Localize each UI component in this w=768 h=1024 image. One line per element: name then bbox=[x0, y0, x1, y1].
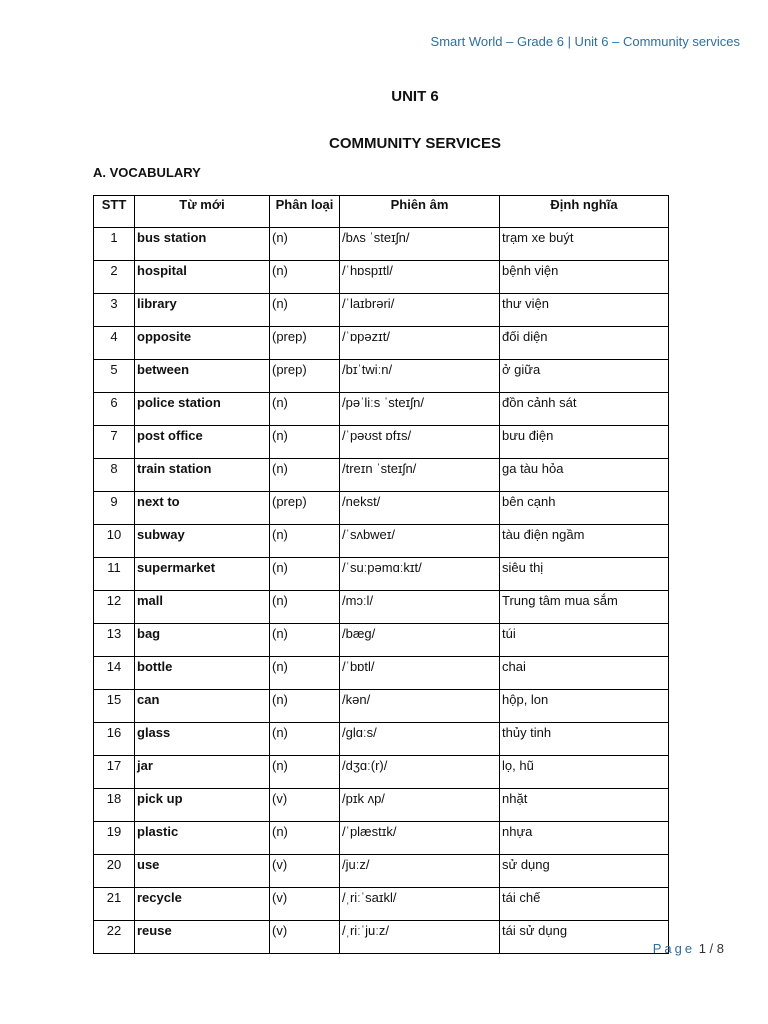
page-label: Page bbox=[652, 941, 696, 956]
table-row bbox=[94, 657, 669, 690]
cell-word: opposite bbox=[135, 327, 270, 360]
page-number: 1 / 8 bbox=[698, 941, 724, 956]
cell-ipa: /ˈɒpəzɪt/ bbox=[340, 327, 500, 360]
cell-ipa: /ˈhɒspɪtl/ bbox=[340, 261, 500, 294]
table-row bbox=[94, 525, 669, 558]
table-header-row bbox=[94, 196, 669, 228]
cell-meaning: thủy tinh bbox=[500, 723, 669, 756]
column-header-word: Từ mới bbox=[135, 196, 270, 228]
cell-type: (n) bbox=[270, 393, 340, 426]
table-row bbox=[94, 360, 669, 393]
cell-word: subway bbox=[135, 525, 270, 558]
cell-ipa: /dʒɑː(r)/ bbox=[340, 756, 500, 789]
cell-type: (v) bbox=[270, 921, 340, 954]
cell-ipa: /pɪk ʌp/ bbox=[340, 789, 500, 822]
cell-type: (n) bbox=[270, 261, 340, 294]
cell-meaning: đồn cảnh sát bbox=[500, 393, 669, 426]
cell-ipa: /ˈbɒtl/ bbox=[340, 657, 500, 690]
cell-stt: 19 bbox=[94, 822, 135, 855]
cell-meaning: nhựa bbox=[500, 822, 669, 855]
cell-meaning: siêu thị bbox=[500, 558, 669, 591]
cell-ipa: /juːz/ bbox=[340, 855, 500, 888]
cell-stt: 5 bbox=[94, 360, 135, 393]
cell-meaning: bên cạnh bbox=[500, 492, 669, 525]
page-footer bbox=[653, 941, 724, 956]
cell-meaning: hộp, lon bbox=[500, 690, 669, 723]
table-row bbox=[94, 756, 669, 789]
cell-ipa: /treɪn ˈsteɪʃn/ bbox=[340, 459, 500, 492]
cell-word: jar bbox=[135, 756, 270, 789]
cell-ipa: /pəˈliːs ˈsteɪʃn/ bbox=[340, 393, 500, 426]
table-row bbox=[94, 855, 669, 888]
cell-ipa: /mɔːl/ bbox=[340, 591, 500, 624]
cell-stt: 3 bbox=[94, 294, 135, 327]
cell-type: (n) bbox=[270, 657, 340, 690]
cell-type: (n) bbox=[270, 624, 340, 657]
cell-word: reuse bbox=[135, 921, 270, 954]
cell-type: (n) bbox=[270, 525, 340, 558]
cell-word: glass bbox=[135, 723, 270, 756]
cell-type: (n) bbox=[270, 690, 340, 723]
cell-ipa: /bɪˈtwiːn/ bbox=[340, 360, 500, 393]
table-row bbox=[94, 921, 669, 954]
cell-type: (v) bbox=[270, 855, 340, 888]
cell-ipa: /glɑːs/ bbox=[340, 723, 500, 756]
cell-meaning: túi bbox=[500, 624, 669, 657]
cell-word: use bbox=[135, 855, 270, 888]
cell-word: bag bbox=[135, 624, 270, 657]
table-row bbox=[94, 690, 669, 723]
cell-stt: 13 bbox=[94, 624, 135, 657]
table-row bbox=[94, 558, 669, 591]
cell-stt: 15 bbox=[94, 690, 135, 723]
cell-ipa: /nekst/ bbox=[340, 492, 500, 525]
unit-title: UNIT 6 bbox=[391, 88, 439, 105]
cell-ipa: /bæg/ bbox=[340, 624, 500, 657]
cell-stt: 7 bbox=[94, 426, 135, 459]
cell-type: (n) bbox=[270, 558, 340, 591]
table-row bbox=[94, 327, 669, 360]
cell-type: (n) bbox=[270, 723, 340, 756]
cell-meaning: ở giữa bbox=[500, 360, 669, 393]
cell-word: bus station bbox=[135, 228, 270, 261]
table-row bbox=[94, 459, 669, 492]
cell-type: (prep) bbox=[270, 360, 340, 393]
cell-stt: 4 bbox=[94, 327, 135, 360]
cell-ipa: /bʌs ˈsteɪʃn/ bbox=[340, 228, 500, 261]
cell-word: pick up bbox=[135, 789, 270, 822]
cell-ipa: /ˌriːˈsaɪkl/ bbox=[340, 888, 500, 921]
table-row bbox=[94, 393, 669, 426]
cell-word: library bbox=[135, 294, 270, 327]
cell-word: supermarket bbox=[135, 558, 270, 591]
cell-word: next to bbox=[135, 492, 270, 525]
cell-word: mall bbox=[135, 591, 270, 624]
cell-meaning: sử dụng bbox=[500, 855, 669, 888]
column-header-stt: STT bbox=[94, 196, 135, 228]
cell-type: (prep) bbox=[270, 327, 340, 360]
vocabulary-table bbox=[93, 195, 669, 954]
section-heading: A. VOCABULARY bbox=[93, 165, 201, 180]
table-body bbox=[94, 228, 669, 954]
cell-stt: 20 bbox=[94, 855, 135, 888]
cell-type: (v) bbox=[270, 888, 340, 921]
cell-stt: 9 bbox=[94, 492, 135, 525]
cell-meaning: thư viện bbox=[500, 294, 669, 327]
table-row bbox=[94, 426, 669, 459]
cell-word: train station bbox=[135, 459, 270, 492]
cell-stt: 8 bbox=[94, 459, 135, 492]
table-row bbox=[94, 591, 669, 624]
cell-meaning: bệnh viện bbox=[500, 261, 669, 294]
column-header-meaning: Định nghĩa bbox=[500, 196, 669, 228]
cell-stt: 1 bbox=[94, 228, 135, 261]
cell-meaning: lọ, hũ bbox=[500, 756, 669, 789]
cell-stt: 11 bbox=[94, 558, 135, 591]
table-row bbox=[94, 624, 669, 657]
table-row bbox=[94, 822, 669, 855]
cell-word: bottle bbox=[135, 657, 270, 690]
cell-stt: 21 bbox=[94, 888, 135, 921]
cell-meaning: chai bbox=[500, 657, 669, 690]
cell-meaning: tàu điện ngầm bbox=[500, 525, 669, 558]
cell-word: plastic bbox=[135, 822, 270, 855]
table-row bbox=[94, 228, 669, 261]
cell-meaning: đối diện bbox=[500, 327, 669, 360]
cell-stt: 14 bbox=[94, 657, 135, 690]
cell-ipa: /ˈlaɪbrəri/ bbox=[340, 294, 500, 327]
column-header-ipa: Phiên âm bbox=[340, 196, 500, 228]
table-row bbox=[94, 789, 669, 822]
cell-type: (prep) bbox=[270, 492, 340, 525]
unit-subtitle: COMMUNITY SERVICES bbox=[329, 135, 501, 152]
cell-word: between bbox=[135, 360, 270, 393]
cell-ipa: /kən/ bbox=[340, 690, 500, 723]
cell-stt: 16 bbox=[94, 723, 135, 756]
cell-meaning: Trung tâm mua sắm bbox=[500, 591, 669, 624]
cell-type: (n) bbox=[270, 756, 340, 789]
cell-ipa: /ˈpəʊst ɒfɪs/ bbox=[340, 426, 500, 459]
cell-type: (n) bbox=[270, 459, 340, 492]
table-row bbox=[94, 888, 669, 921]
cell-ipa: /ˌriːˈjuːz/ bbox=[340, 921, 500, 954]
cell-meaning: tái chế bbox=[500, 888, 669, 921]
table-row bbox=[94, 723, 669, 756]
cell-type: (n) bbox=[270, 426, 340, 459]
cell-ipa: /ˈsʌbweɪ/ bbox=[340, 525, 500, 558]
cell-meaning: nhặt bbox=[500, 789, 669, 822]
cell-ipa: /ˈsuːpəmɑːkɪt/ bbox=[340, 558, 500, 591]
table-row bbox=[94, 261, 669, 294]
cell-stt: 6 bbox=[94, 393, 135, 426]
cell-meaning: tái sử dụng bbox=[500, 921, 669, 954]
column-header-type: Phân loại bbox=[270, 196, 340, 228]
cell-meaning: ga tàu hỏa bbox=[500, 459, 669, 492]
cell-ipa: /ˈplæstɪk/ bbox=[340, 822, 500, 855]
cell-meaning: trạm xe buýt bbox=[500, 228, 669, 261]
cell-stt: 12 bbox=[94, 591, 135, 624]
cell-word: can bbox=[135, 690, 270, 723]
running-header: Smart World – Grade 6 | Unit 6 – Community services bbox=[430, 34, 740, 49]
cell-type: (n) bbox=[270, 228, 340, 261]
cell-stt: 10 bbox=[94, 525, 135, 558]
cell-stt: 22 bbox=[94, 921, 135, 954]
cell-type: (n) bbox=[270, 822, 340, 855]
table-row bbox=[94, 492, 669, 525]
cell-word: post office bbox=[135, 426, 270, 459]
cell-meaning: bưu điện bbox=[500, 426, 669, 459]
cell-type: (n) bbox=[270, 591, 340, 624]
cell-word: hospital bbox=[135, 261, 270, 294]
cell-stt: 2 bbox=[94, 261, 135, 294]
cell-stt: 17 bbox=[94, 756, 135, 789]
cell-word: recycle bbox=[135, 888, 270, 921]
cell-type: (n) bbox=[270, 294, 340, 327]
cell-type: (v) bbox=[270, 789, 340, 822]
table-row bbox=[94, 294, 669, 327]
cell-stt: 18 bbox=[94, 789, 135, 822]
cell-word: police station bbox=[135, 393, 270, 426]
